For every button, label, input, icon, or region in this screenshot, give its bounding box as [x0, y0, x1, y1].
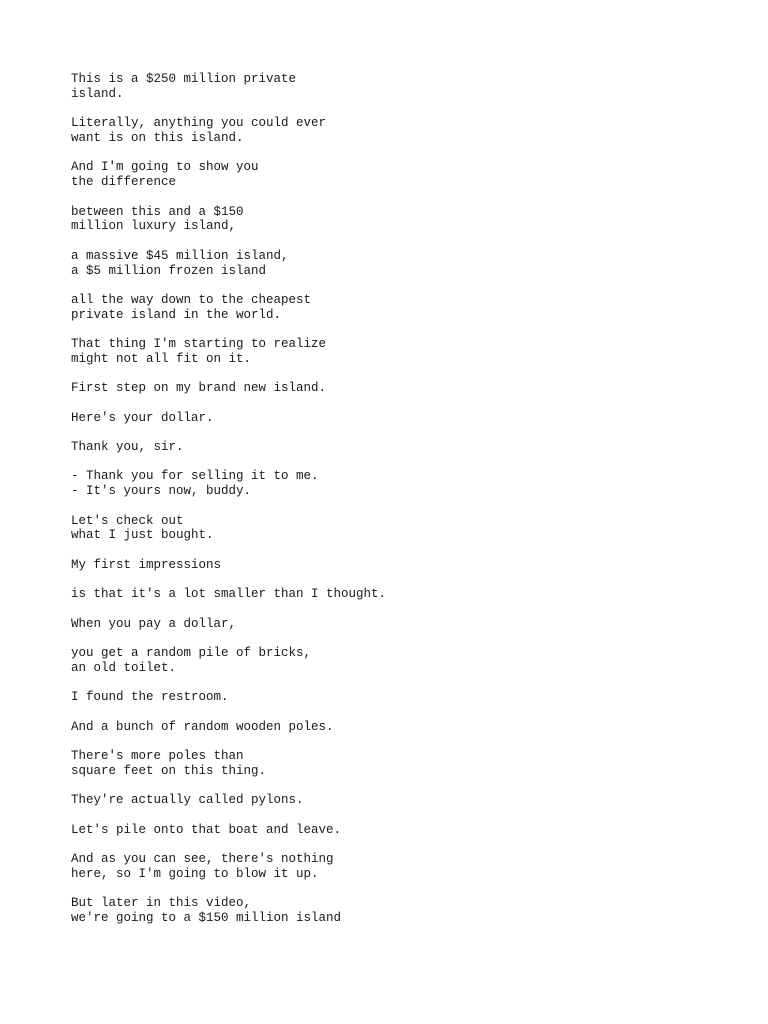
transcript-paragraph — [71, 381, 731, 396]
transcript-line: we're going to a $150 million island — [71, 910, 342, 925]
transcript-paragraph — [71, 852, 731, 882]
transcript-line: an old toilet. — [71, 660, 177, 675]
transcript-paragraph — [71, 469, 731, 499]
transcript-line: between this and a $150 — [71, 204, 244, 219]
transcript-paragraph — [71, 205, 731, 235]
transcript-paragraph — [71, 617, 731, 632]
transcript-line: all the way down to the cheapest — [71, 292, 312, 307]
transcript-line: - Thank you for selling it to me. — [71, 469, 319, 484]
transcript-paragraph — [71, 558, 731, 573]
transcript-line: want is on this island. — [71, 130, 244, 145]
transcript-paragraph — [71, 116, 731, 146]
transcript-line: is that it's a lot smaller than I thought. — [71, 587, 387, 602]
transcript-line: might not all fit on it. — [71, 351, 252, 366]
transcript-document — [71, 72, 731, 940]
transcript-line: Thank you, sir. — [71, 440, 184, 455]
transcript-paragraph — [71, 249, 731, 279]
transcript-line: And I'm going to show you — [71, 160, 259, 175]
transcript-paragraph — [71, 72, 731, 102]
transcript-line: here, so I'm going to blow it up. — [71, 866, 319, 881]
transcript-line: Let's check out — [71, 513, 184, 528]
transcript-paragraph — [71, 896, 731, 926]
transcript-line: what I just bought. — [71, 528, 214, 543]
transcript-paragraph — [71, 514, 731, 544]
transcript-paragraph — [71, 160, 731, 190]
transcript-line: There's more poles than — [71, 749, 244, 763]
transcript-paragraph — [71, 823, 731, 838]
transcript-paragraph — [71, 587, 731, 602]
transcript-line: And a bunch of random wooden poles. — [71, 719, 334, 734]
transcript-paragraph — [71, 293, 731, 323]
transcript-line: island. — [71, 86, 124, 101]
transcript-line: Here's your dollar. — [71, 410, 214, 425]
transcript-paragraph — [71, 440, 731, 455]
transcript-paragraph — [71, 646, 731, 676]
transcript-line: Let's pile onto that boat and leave. — [71, 822, 342, 837]
transcript-line: And as you can see, there's nothing — [71, 851, 334, 866]
transcript-line: That thing I'm starting to realize — [71, 337, 327, 352]
transcript-line: I found the restroom. — [71, 690, 229, 705]
transcript-paragraph — [71, 720, 731, 735]
transcript-line: They're actually called pylons. — [71, 793, 304, 808]
transcript-line: a massive $45 million island, — [71, 248, 289, 263]
transcript-line: a $5 million frozen island — [71, 263, 267, 278]
transcript-line: My first impressions — [71, 557, 222, 572]
transcript-line: square feet on this thing. — [71, 763, 267, 778]
transcript-paragraph — [71, 749, 731, 779]
transcript-line: This is a $250 million private — [71, 72, 297, 86]
transcript-line: When you pay a dollar, — [71, 616, 237, 631]
transcript-paragraph — [71, 793, 731, 808]
transcript-paragraph — [71, 337, 731, 367]
transcript-paragraph — [71, 411, 731, 426]
transcript-line: - It's yours now, buddy. — [71, 484, 252, 499]
transcript-line: First step on my brand new island. — [71, 381, 327, 396]
transcript-line: you get a random pile of bricks, — [71, 646, 312, 661]
transcript-line: the difference — [71, 175, 177, 190]
transcript-line: Literally, anything you could ever — [71, 116, 327, 131]
transcript-line: million luxury island, — [71, 219, 237, 234]
transcript-line: private island in the world. — [71, 307, 282, 322]
transcript-paragraph — [71, 690, 731, 705]
transcript-line: But later in this video, — [71, 896, 252, 911]
